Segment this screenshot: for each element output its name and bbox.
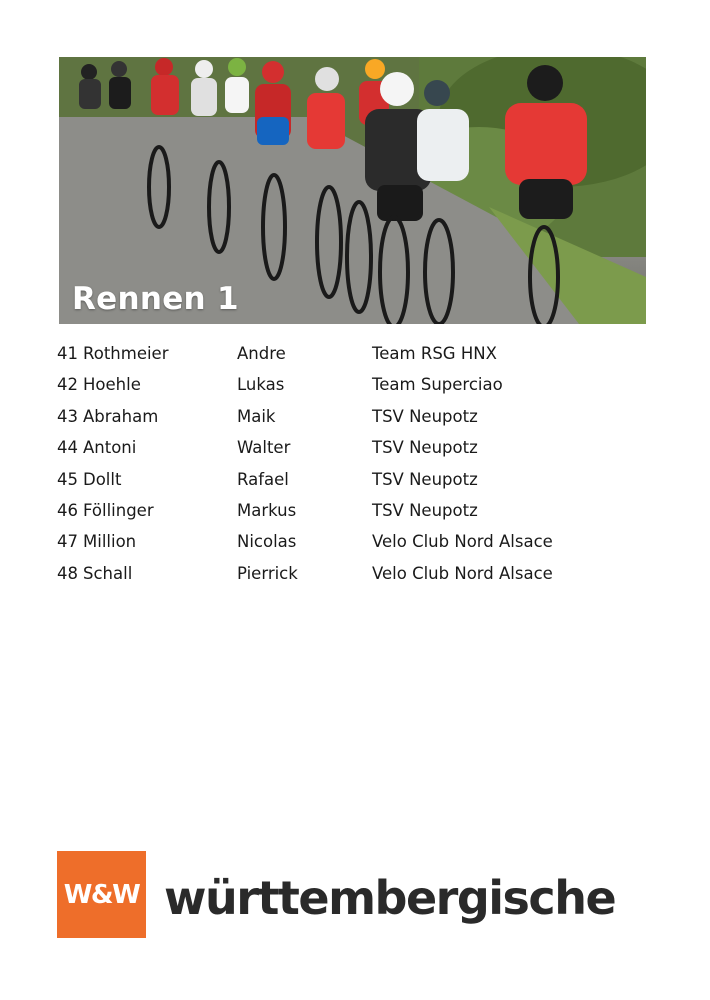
- rider-number: 48: [57, 563, 78, 583]
- rider-last-name: Hoehle: [83, 375, 141, 395]
- hero-photo: [59, 57, 646, 324]
- rider-last-name: Schall: [83, 563, 133, 583]
- list-item: [57, 401, 657, 432]
- rider-team: TSV Neupotz: [372, 469, 478, 489]
- sponsor-logo: [57, 851, 146, 938]
- rider-first-name: Markus: [237, 500, 297, 520]
- rider-team: Velo Club Nord Alsace: [372, 563, 553, 583]
- rider-team: Team Superciao: [372, 375, 503, 395]
- rider-team: TSV Neupotz: [372, 406, 478, 426]
- rider-last-name: Antoni: [83, 438, 137, 458]
- list-item: [57, 464, 657, 495]
- sponsor-logo-text: W&W: [63, 879, 140, 910]
- rider-number: 44: [57, 438, 78, 458]
- sponsor-name: württembergische: [164, 871, 616, 925]
- rider-first-name: Nicolas: [237, 532, 297, 552]
- rider-number: 47: [57, 532, 78, 552]
- rider-first-name: Andre: [237, 344, 286, 363]
- rider-number: 42: [57, 375, 78, 395]
- rider-first-name: Maik: [237, 406, 276, 426]
- rider-team: Team RSG HNX: [372, 344, 497, 363]
- rider-last-name: Föllinger: [83, 500, 154, 520]
- rider-first-name: Lukas: [237, 375, 285, 395]
- rider-first-name: Walter: [237, 438, 291, 458]
- list-item: [57, 558, 657, 589]
- rider-first-name: Pierrick: [237, 563, 298, 583]
- list-item: [57, 495, 657, 526]
- list-item: [57, 369, 657, 400]
- start-list: [57, 338, 657, 589]
- page-title: Rennen 1: [72, 281, 239, 317]
- rider-team: Velo Club Nord Alsace: [372, 532, 553, 552]
- rider-first-name: Rafael: [237, 469, 289, 489]
- rider-last-name: Million: [83, 532, 137, 552]
- rider-number: 45: [57, 469, 78, 489]
- rider-last-name: Abraham: [83, 406, 159, 426]
- list-item: [57, 338, 657, 369]
- list-item: [57, 526, 657, 557]
- rider-team: TSV Neupotz: [372, 500, 478, 520]
- rider-number: 46: [57, 500, 78, 520]
- rider-team: TSV Neupotz: [372, 438, 478, 458]
- rider-last-name: Rothmeier: [83, 344, 169, 363]
- rider-number: 41: [57, 344, 78, 363]
- rider-number: 43: [57, 406, 78, 426]
- list-item: [57, 432, 657, 463]
- rider-last-name: Dollt: [83, 469, 122, 489]
